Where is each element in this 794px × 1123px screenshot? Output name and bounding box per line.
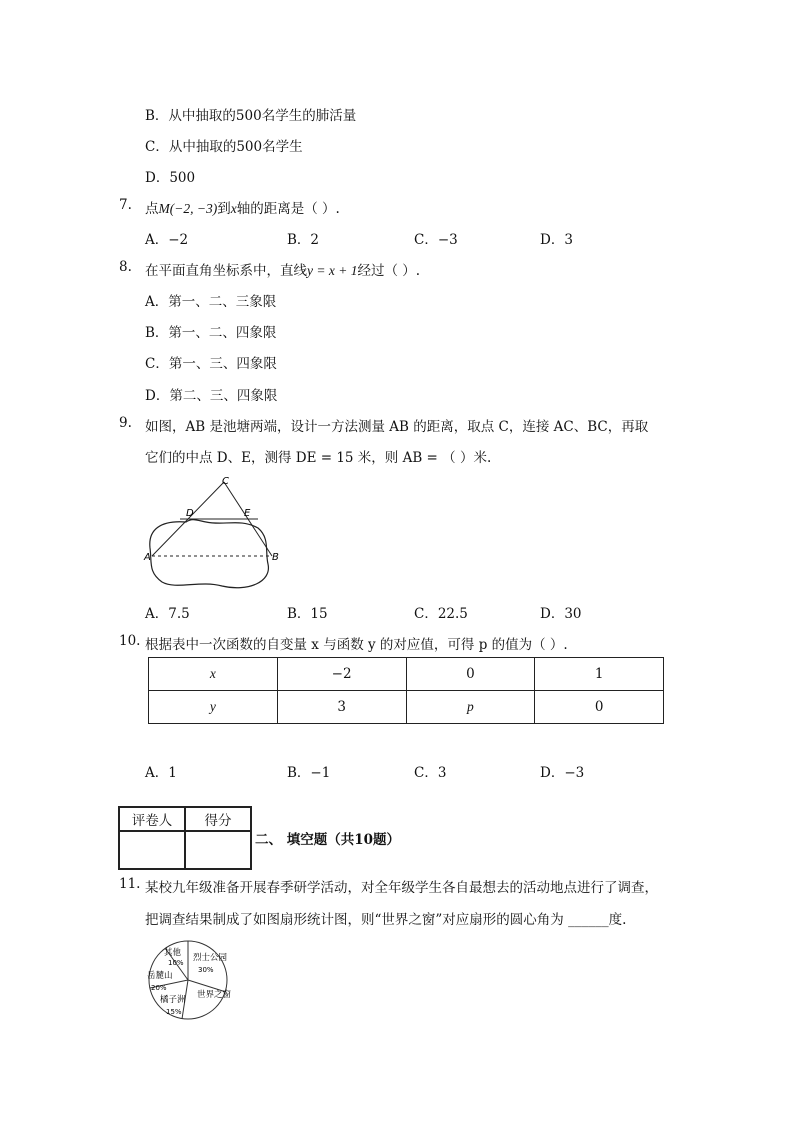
- label-c: C: [222, 476, 229, 487]
- pie-label-juzi: 橘子洲: [160, 995, 186, 1005]
- pie-pct-juzi: 15%: [166, 1008, 182, 1016]
- q7-option-c: C．−3: [414, 232, 458, 248]
- q7-stem-mid: 到: [217, 201, 231, 217]
- q10-stem: 根据表中一次函数的自变量 x 与函数 y 的对应值，可得 p 的值为（ ）.: [145, 637, 568, 653]
- q8-line-equation: y = x + 1: [307, 263, 358, 278]
- q10-option-a: A．1: [145, 765, 177, 781]
- grading-box: [118, 806, 252, 870]
- q9-option-d: D．30: [540, 606, 582, 622]
- q7-option-d: D．3: [540, 232, 573, 248]
- q11-stem-line2: 把调查结果制成了如图扇形统计图，则“世界之窗”对应扇形的圆心角为 ______度.: [145, 912, 627, 928]
- q8-option-d: D．第二、三、四象限: [145, 388, 278, 404]
- q7-option-b: B．2: [287, 232, 320, 248]
- q9-option-b: B．15: [287, 606, 328, 622]
- q6-option-c: C．从中抽取的500名学生: [145, 139, 303, 155]
- label-e: E: [244, 508, 251, 519]
- section-title: 二、 填空题（共10题）: [255, 832, 400, 848]
- table-cell: 0: [406, 658, 535, 691]
- pie-label-lieshi: 烈士公园: [193, 953, 228, 963]
- grader-blank[interactable]: [119, 831, 185, 869]
- table-cell: 3: [277, 691, 406, 724]
- q8-stem: [145, 259, 420, 279]
- q11-stem-line1: 某校九年级准备开展春季研学活动，对全年级学生各自最想去的活动地点进行了调查，: [145, 880, 658, 896]
- score-blank[interactable]: [185, 831, 251, 869]
- label-a: A: [144, 552, 151, 563]
- q10-value-table: [148, 657, 664, 724]
- q8-stem-post: 经过（ ）.: [357, 263, 421, 279]
- q9-stem-line1: 如图，AB 是池塘两端，设计一方法测量 AB 的距离，取点 C，连接 AC、BC，再取: [145, 419, 649, 435]
- q7-point: M(−2, −3): [158, 201, 218, 216]
- table-row: [119, 831, 251, 869]
- table-cell: 0: [535, 691, 664, 724]
- pond-outline: [150, 520, 269, 588]
- q10-option-d: D．−3: [540, 765, 585, 781]
- pie-pct-other: 10%: [168, 959, 184, 967]
- q8-option-a: A．第一、二、三象限: [145, 294, 277, 310]
- pie-pct-lieshi: 30%: [198, 966, 214, 974]
- q11-number: 11.: [119, 876, 141, 892]
- label-b: B: [272, 552, 279, 563]
- table-cell: x: [149, 658, 278, 691]
- q6-option-b: B．从中抽取的500名学生的肺活量: [145, 108, 357, 124]
- table-row: [149, 691, 664, 724]
- q10-number: 10.: [119, 633, 141, 649]
- q8-stem-pre: 在平面直角坐标系中，直线: [145, 263, 307, 279]
- table-cell: p: [406, 691, 535, 724]
- pie-label-yuelu: 岳麓山: [147, 971, 173, 981]
- label-d: D: [186, 508, 194, 519]
- table-cell: 1: [535, 658, 664, 691]
- q7-number: 7.: [119, 197, 132, 213]
- q8-option-c: C．第一、三、四象限: [145, 356, 277, 372]
- q7-option-a: A．−2: [145, 232, 189, 248]
- q8-option-b: B．第一、二、四象限: [145, 325, 277, 341]
- q7-stem: [145, 197, 340, 217]
- q7-stem-post: 轴的距离是（ ）.: [236, 201, 340, 217]
- table-cell: −2: [277, 658, 406, 691]
- pie-label-shijie: 世界之窗: [197, 990, 232, 1000]
- grader-label: 评卷人: [119, 807, 185, 831]
- pie-label-other: 其他: [164, 948, 182, 958]
- q8-number: 8.: [119, 259, 132, 275]
- q7-stem-pre: 点: [145, 201, 159, 217]
- q11-pie-chart: [140, 938, 240, 1022]
- q9-number: 9.: [119, 415, 132, 431]
- q9-pond-figure: [140, 472, 290, 598]
- q6-option-d: D．500: [145, 170, 196, 186]
- table-row: [149, 658, 664, 691]
- q10-option-c: C．3: [414, 765, 447, 781]
- q9-stem-line2: 它们的中点 D、E，测得 DE = 15 米，则 AB = （ ）米.: [145, 450, 492, 466]
- q7-axis: x: [230, 201, 237, 216]
- score-label: 得分: [185, 807, 251, 831]
- q9-option-c: C．22.5: [414, 606, 468, 622]
- pie-pct-yuelu: 20%: [151, 984, 167, 992]
- table-cell: y: [149, 691, 278, 724]
- q9-option-a: A．7.5: [145, 606, 190, 622]
- table-row: [119, 807, 251, 831]
- q10-option-b: B．−1: [287, 765, 331, 781]
